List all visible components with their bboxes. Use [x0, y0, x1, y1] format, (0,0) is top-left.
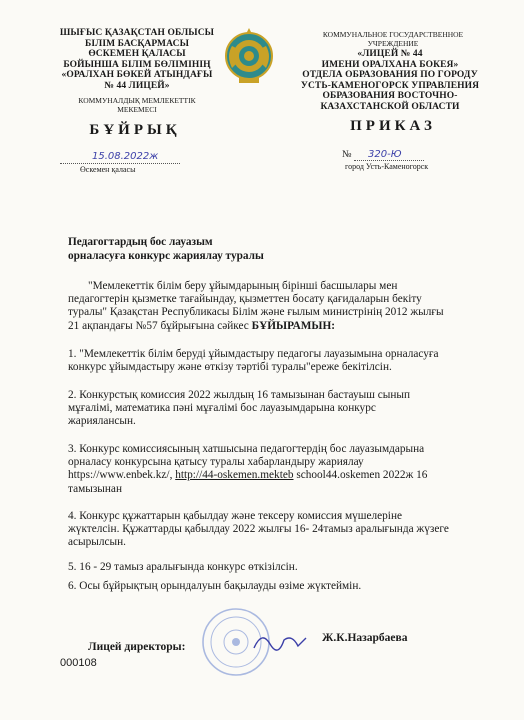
header-left-line: БОЙЫНША БІЛІМ БӨЛІМІНІҢ: [63, 59, 211, 70]
item-line: 3. Конкурс комиссиясының хатшысына педагогтердің бос лауазымдарына: [68, 443, 425, 455]
order-number: [342, 149, 452, 160]
link-tail: school44.oskemen 2022ж 16: [293, 469, 428, 482]
header-right-line: ОБРАЗОВАНИЯ ВОСТОЧНО-: [322, 91, 458, 101]
item-line: жүктелсін. Құжаттарды қабылдау 2022 жылғы 16- 24тамыз аралығында жүзеге: [68, 523, 449, 536]
item-line: 5. 16 - 29 тамыз аралығында конкурс өткізілсін.: [68, 561, 298, 573]
order-title: [68, 236, 368, 263]
header-right-line: УСТЬ-КАМЕНОГОРСК УПРАВЛЕНИЯ: [300, 80, 480, 91]
item-line: 4. Конкурс құжаттарын қабылдау және тексеру комиссия мүшелеріне: [68, 510, 403, 522]
item-line: конкурс ұйымдастыру және өткізу тәртібі туралы"ереже бекітілсін.: [68, 361, 392, 374]
date-underline: [60, 163, 180, 164]
header-left-line: ШЫҒЫС ҚАЗАҚСТАН ОБЛЫСЫ: [59, 28, 215, 38]
header-left-line: БІЛІМ БАСҚАРМАСЫ: [84, 38, 189, 49]
header-right-line: ИМЕНИ ОРАЛХАНА БОКЕЯ»: [321, 59, 459, 70]
item-line: тамызынан: [68, 482, 122, 495]
header-left-line: № 44 ЛИЦЕЙ»: [104, 80, 170, 91]
state-emblem-icon: [224, 26, 274, 86]
item-line: орналасу конкурсына қатысу туралы хабарландыру жариялау: [68, 456, 364, 469]
doc-type-kaz: БҰЙРЫҚ: [89, 122, 181, 138]
preamble-line: 21 ақпандағы №57 бұйрығына сәйкес: [68, 319, 252, 332]
item-line: жариялансын.: [68, 415, 136, 428]
city-kaz: Өскемен қаласы: [80, 165, 136, 174]
item-line: [68, 469, 473, 482]
item-4: [68, 510, 473, 550]
item-line: 2. Конкурстық комиссия 2022 жылдың 16 тамызынан бастауыш сынып: [68, 389, 411, 401]
title-line: орналасуға конкурс жариялау туралы: [68, 249, 264, 262]
header-right-line: «ЛИЦЕЙ № 44: [357, 49, 423, 59]
signature-name: Ж.К.Назарбаева: [322, 632, 408, 644]
preamble-line: "Мемлекеттік білім беру ұйымдарының бірінші басшылары мен: [88, 280, 398, 292]
signature-role: Лицей директоры:: [88, 641, 186, 653]
header-left-line: ӨСКЕМЕН ҚАЛАСЫ: [88, 49, 186, 59]
header-right-institution-type: [318, 30, 468, 48]
number-value: 320-Ю: [368, 149, 402, 160]
order-date: 15.08.2022ж: [92, 151, 159, 162]
header-right-line: ОТДЕЛА ОБРАЗОВАНИЯ ПО ГОРОДУ: [302, 70, 478, 80]
item-line: мұғалімі, математика пәні мұғалімі бос лауазымдарына конкурс: [68, 402, 376, 415]
header-right-type-line: УЧРЕЖДЕНИЕ: [367, 39, 419, 48]
item-6: [68, 580, 473, 593]
item-2: [68, 389, 473, 429]
handwritten-signature-icon: [250, 626, 310, 656]
item-1: [68, 348, 473, 374]
link-separator: ,: [169, 469, 176, 482]
preamble: [68, 280, 468, 333]
city-rus: город Усть-Каменогорск: [345, 162, 429, 171]
header-right: [280, 49, 500, 112]
header-right-line: КАЗАХСТАНСКОЙ ОБЛАСТИ: [320, 101, 460, 112]
preamble-line-last: [68, 320, 468, 333]
link-enbek[interactable]: https://www.enbek.kz/: [68, 469, 170, 482]
link-school[interactable]: http://44-oskemen.mekteb: [175, 469, 294, 482]
header-left-institution-type: КОММУНАЛДЫҚ МЕМЛЕКЕТТІК МЕКЕМЕСІ: [78, 96, 196, 114]
serial-number: 000108: [60, 657, 97, 669]
number-prefix: №: [342, 149, 352, 160]
item-5: [68, 561, 473, 574]
item-line: 6. Осы бұйрықтың орындалуын бақылауды өзіме жүктеймін.: [68, 580, 362, 592]
header-right-type-line: КОММУНАЛЬНОЕ ГОСУДАРСТВЕННОЕ: [322, 30, 464, 39]
item-3: [68, 443, 473, 496]
doc-type-rus: ПРИКАЗ: [350, 118, 436, 134]
header-left-line: «ОРАЛХАН БӨКЕЙ АТЫНДАҒЫ: [61, 70, 213, 80]
header-left: [42, 28, 232, 91]
number-underline: [354, 160, 424, 161]
title-line: Педагогтардың бос лауазым: [68, 236, 213, 248]
order-word: БҰЙЫРАМЫН:: [251, 319, 336, 332]
preamble-line: туралы" Қазақстан Республикасы Білім және ғылым министрінің 2012 жылғы: [68, 306, 444, 319]
item-line: 1. "Мемлекеттік білім беруді ұйымдастыру педагогы лауазымына орналасуға: [68, 348, 439, 360]
item-line: асырылсын.: [68, 536, 126, 549]
preamble-line: педагогтерін қызметке тағайындау, қызметтен босату қағидаларын бекіту: [68, 293, 422, 306]
